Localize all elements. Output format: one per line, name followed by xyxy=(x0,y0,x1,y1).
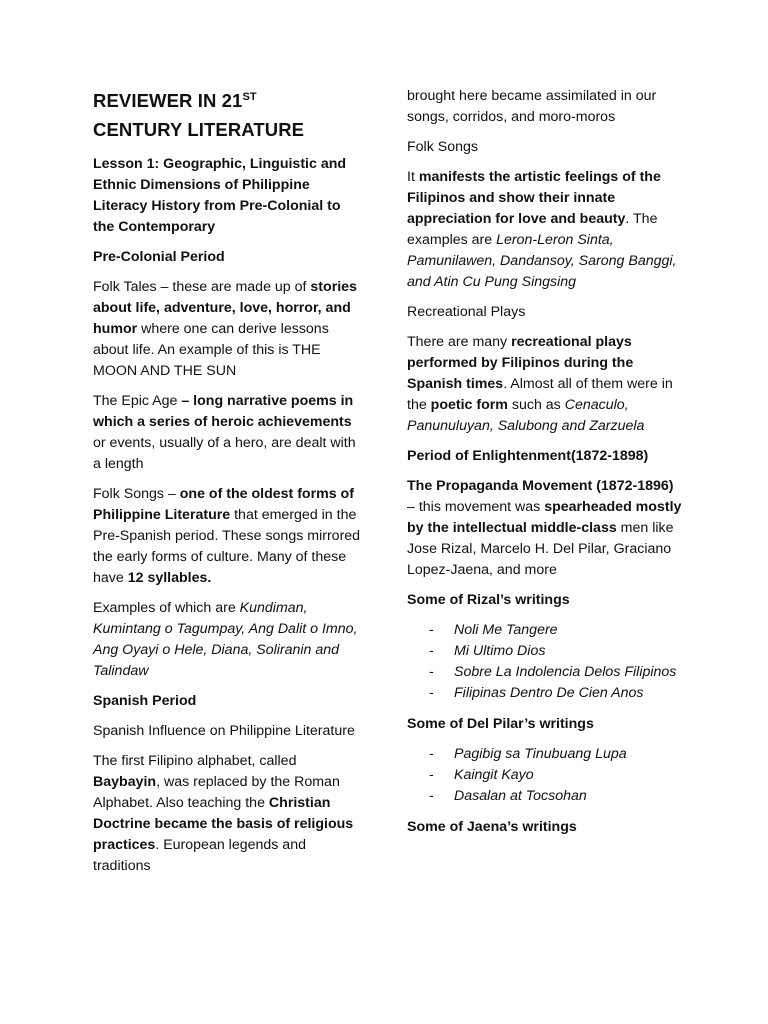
dash-bullet: - xyxy=(429,664,434,680)
list-item xyxy=(407,786,682,807)
alphabet-text-mid: , was replaced by the Roman Alphabet. Also teaching the xyxy=(93,774,340,811)
epic-age-text-end: or events, usually of a hero, are dealt with a length xyxy=(93,435,356,472)
alphabet-text: The first Filipino alphabet, called xyxy=(93,753,297,769)
title-superscript: ST xyxy=(242,91,257,103)
lesson-heading: Lesson 1: Geographic, Linguistic and Ethnic Dimensions of Philippine Literacy History from Pre-Colonial to the Contemporary xyxy=(93,156,347,235)
folk-tales-bold: stories about life, adventure, love, horror, and humor xyxy=(93,279,357,337)
delpilar-writings-list xyxy=(407,744,682,807)
title-main: REVIEWER IN 21 xyxy=(93,90,243,111)
list-item-text: Noli Me Tangere xyxy=(454,622,558,638)
spanish-influence: Spanish Influence on Philippine Literature xyxy=(93,723,355,739)
dash-bullet: - xyxy=(429,622,434,638)
delpilar-writings-heading: Some of Del Pilar’s writings xyxy=(407,716,594,732)
list-item-text: Sobre La Indolencia Delos Filipinos xyxy=(454,664,677,680)
folk-songs-bold: one of the oldest forms of Philippine Literature xyxy=(93,486,354,523)
rp-desc-text-end: such as xyxy=(507,397,565,413)
alphabet-christian-doctrine: Christian Doctrine became the basis of religious practices xyxy=(93,795,354,853)
dash-bullet: - xyxy=(429,767,434,783)
examples-text: Examples of which are xyxy=(93,600,240,616)
folk-tales-text: Folk Tales – these are made up of xyxy=(93,279,311,295)
epic-age-text: The Epic Age xyxy=(93,393,182,409)
dash-bullet: - xyxy=(429,746,434,762)
folk-songs-text: Folk Songs – xyxy=(93,486,180,502)
alphabet-paragraph xyxy=(93,751,365,877)
folk-songs-paragraph xyxy=(93,484,365,589)
fs-desc-text-mid: . The examples are xyxy=(407,211,658,248)
rp-desc-poetic-form: poetic form xyxy=(430,397,508,413)
epic-age-paragraph xyxy=(93,391,365,475)
list-item xyxy=(407,683,682,704)
list-item-text: Dasalan at Tocsohan xyxy=(454,788,587,804)
examples-italic: Kundiman, Kumintang o Tagumpay, Ang Dalit o Imno, Ang Oyayi o Hele, Diana, Soliranin and Talindaw xyxy=(93,600,358,679)
folk-songs-text-mid: that emerged in the Pre-Spanish period. These songs mirrored the early forms of culture. Many of these have xyxy=(93,507,361,586)
propaganda-text-end: men like Jose Rizal, Marcelo H. Del Pilar, Graciano Lopez-Jaena, and more xyxy=(407,520,674,578)
rp-desc-examples: Cenaculo, Panunuluyan, Salubong and Zarzuela xyxy=(407,397,645,434)
recreational-plays-description xyxy=(407,332,682,437)
folk-songs-label: Folk Songs xyxy=(407,139,478,155)
dash-bullet: - xyxy=(429,788,434,804)
left-column xyxy=(93,86,365,886)
folk-tales-text-end: where one can derive lessons about life. An example of this is THE MOON AND THE SUN xyxy=(93,321,329,379)
list-item xyxy=(407,662,682,683)
rp-desc-text: There are many xyxy=(407,334,512,350)
list-item-text: Mi Ultimo Dios xyxy=(454,643,546,659)
alphabet-baybayin: Baybayin xyxy=(93,774,157,790)
list-item xyxy=(407,641,682,662)
folk-songs-description xyxy=(407,167,682,293)
propaganda-text: – this movement was xyxy=(407,499,545,515)
jaena-writings-heading: Some of Jaena’s writings xyxy=(407,819,577,835)
enlightenment-heading: Period of Enlightenment(1872-1898) xyxy=(407,448,649,464)
propaganda-bold: spearheaded mostly by the intellectual middle-class xyxy=(407,499,682,536)
list-item xyxy=(407,744,682,765)
propaganda-paragraph xyxy=(407,476,682,581)
rp-desc-text-mid: . Almost all of them were in the xyxy=(407,376,673,413)
document-title xyxy=(93,86,365,144)
rp-desc-bold: recreational plays performed by Filipinos during the Spanish times xyxy=(407,334,634,392)
examples-paragraph xyxy=(93,598,365,682)
right-column xyxy=(407,86,682,847)
spanish-heading: Spanish Period xyxy=(93,693,197,709)
list-item xyxy=(407,620,682,641)
epic-age-bold: – long narrative poems in which a series of heroic achievements xyxy=(93,393,354,430)
rizal-writings-heading: Some of Rizal’s writings xyxy=(407,592,570,608)
dash-bullet: - xyxy=(429,685,434,701)
fs-desc-bold: manifests the artistic feelings of the Filipinos and show their innate appreciation for love and beauty xyxy=(407,169,661,227)
precolonial-heading: Pre-Colonial Period xyxy=(93,249,225,265)
list-item-text: Pagibig sa Tinubuang Lupa xyxy=(454,746,627,762)
list-item-text: Filipinas Dentro De Cien Anos xyxy=(454,685,644,701)
list-item xyxy=(407,765,682,786)
dash-bullet: - xyxy=(429,643,434,659)
continuation-paragraph: brought here became assimilated in our songs, corridos, and moro-moros xyxy=(407,88,657,125)
title-line2: CENTURY LITERATURE xyxy=(93,119,305,140)
propaganda-bold-title: The Propaganda Movement (1872-1896) xyxy=(407,478,674,494)
fs-desc-examples: Leron-Leron Sinta, Pamunilawen, Dandansoy, Sarong Banggi, and Atin Cu Pung Singsing xyxy=(407,232,677,290)
recreational-plays-label: Recreational Plays xyxy=(407,304,526,320)
folk-songs-syllables: 12 syllables. xyxy=(127,570,212,586)
rizal-writings-list xyxy=(407,620,682,704)
list-item-text: Kaingit Kayo xyxy=(454,767,534,783)
folk-tales-paragraph xyxy=(93,277,365,382)
fs-desc-text: It xyxy=(407,169,419,185)
alphabet-text-end: . European legends and traditions xyxy=(93,837,306,874)
